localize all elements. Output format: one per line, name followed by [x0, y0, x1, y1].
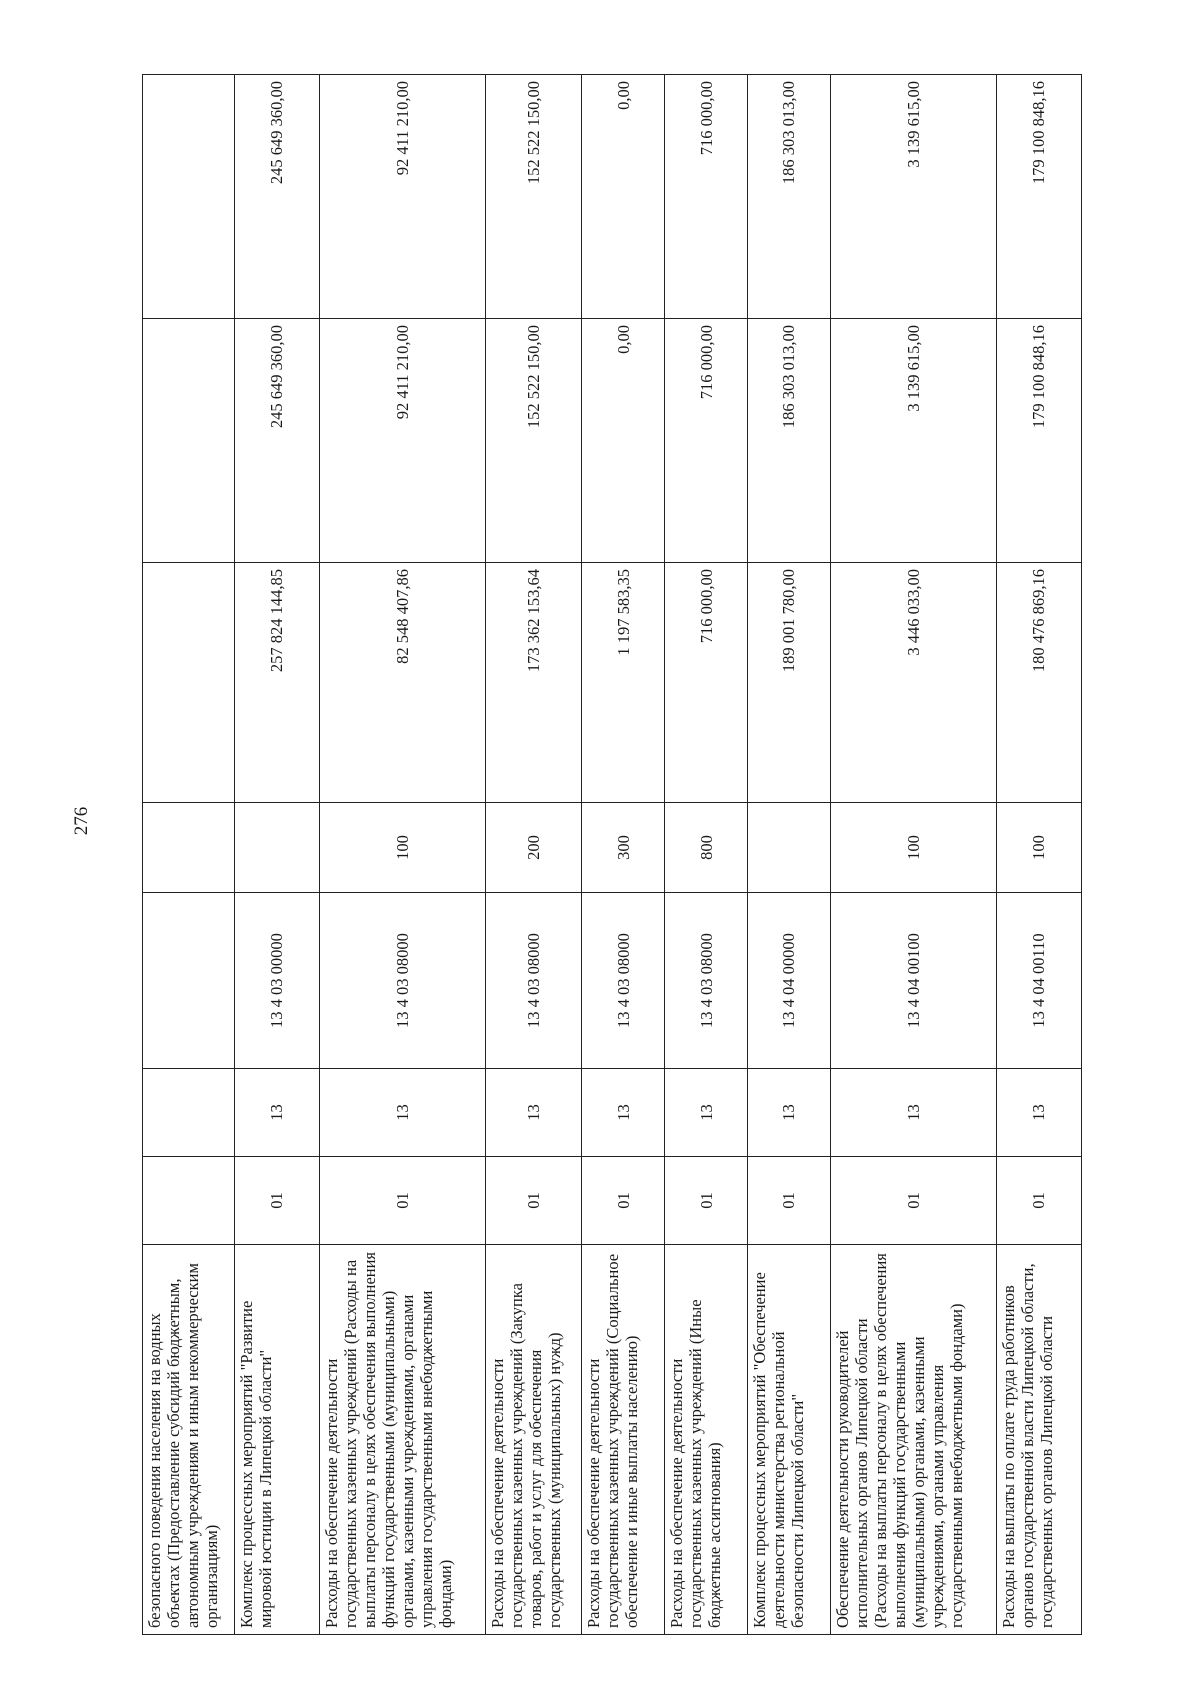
- table-cell-expense-type: 100: [996, 803, 1081, 893]
- table-cell-amount-2: 92 411 210,00: [320, 319, 486, 563]
- table-cell-section: [143, 1157, 235, 1245]
- table-cell-section: 01: [830, 1157, 996, 1245]
- table-cell-amount-2: 716 000,00: [665, 319, 748, 563]
- table-cell-subsection: 13: [320, 1069, 486, 1157]
- table-cell-expense-type: 800: [665, 803, 748, 893]
- table-cell-subsection: 13: [748, 1069, 831, 1157]
- table-cell-expense-type: [143, 803, 235, 893]
- table-cell-subsection: 13: [830, 1069, 996, 1157]
- table-cell-section: 01: [485, 1157, 581, 1245]
- table-cell-name: Комплекс процессных мероприятий "Обеспечение деятельности министерства региональной безопасности Липецкой области": [748, 1245, 831, 1635]
- table-cell-amount-3: 3 139 615,00: [830, 75, 996, 319]
- budget-table: [142, 74, 1082, 1635]
- table-cell-target-code: 13 4 03 08000: [665, 893, 748, 1069]
- table-cell-amount-2: 152 522 150,00: [485, 319, 581, 563]
- table-cell-name: Расходы на обеспечение деятельности государственных казенных учреждений (Расходы на выплаты персоналу в целях обеспечения выполнения функций государственными (муниципальными) органами, казенными учреждениями, органами управления государственными внебюджетными фондами): [320, 1245, 486, 1635]
- table-cell-amount-2: [143, 319, 235, 563]
- table-cell-target-code: 13 4 03 08000: [582, 893, 665, 1069]
- table-cell-name: безопасного поведения населения на водных объектах (Предоставление субсидий бюджетным, автономным учреждениям и иным некоммерческим организациям): [143, 1245, 235, 1635]
- table-cell-target-code: 13 4 03 00000: [234, 893, 319, 1069]
- table-cell-name: Расходы на обеспечение деятельности государственных казенных учреждений (Социальное обеспечение и иные выплаты населению): [582, 1245, 665, 1635]
- table-cell-amount-3: 186 303 013,00: [748, 75, 831, 319]
- table-cell-amount-2: 245 649 360,00: [234, 319, 319, 563]
- table-cell-target-code: 13 4 04 00100: [830, 893, 996, 1069]
- table-cell-amount-1: 716 000,00: [665, 563, 748, 803]
- table-row: [234, 75, 319, 1635]
- table-cell-amount-3: 245 649 360,00: [234, 75, 319, 319]
- table-row: [830, 75, 996, 1635]
- table-cell-amount-1: 180 476 869,16: [996, 563, 1081, 803]
- table-cell-section: 01: [996, 1157, 1081, 1245]
- table-row: [748, 75, 831, 1635]
- table-cell-amount-3: 92 411 210,00: [320, 75, 486, 319]
- table-cell-subsection: [143, 1069, 235, 1157]
- table-cell-name: Обеспечение деятельности руководителей исполнительных органов Липецкой области (Расходы на выплаты персоналу в целях обеспечения выполнения функций государственными (муниципальными) органами, казенными учреждениями, органами управления государственными внебюджетными фондами): [830, 1245, 996, 1635]
- table-cell-section: 01: [582, 1157, 665, 1245]
- table-cell-amount-1: 82 548 407,86: [320, 563, 486, 803]
- table-cell-amount-1: 3 446 033,00: [830, 563, 996, 803]
- table-cell-expense-type: 200: [485, 803, 581, 893]
- table-row: [485, 75, 581, 1635]
- table-row: [582, 75, 665, 1635]
- page-number: 276: [71, 806, 92, 836]
- table-cell-name: Расходы на обеспечение деятельности государственных казенных учреждений (Иные бюджетные ассигнования): [665, 1245, 748, 1635]
- table-cell-amount-2: 3 139 615,00: [830, 319, 996, 563]
- table-cell-name: Комплекс процессных мероприятий "Развитие мировой юстиции в Липецкой области": [234, 1245, 319, 1635]
- table-row: [143, 75, 235, 1635]
- table-cell-amount-1: 173 362 153,64: [485, 563, 581, 803]
- table-cell-amount-3: [143, 75, 235, 319]
- table-body: [143, 75, 1082, 1635]
- table-cell-amount-3: 716 000,00: [665, 75, 748, 319]
- table-cell-subsection: 13: [234, 1069, 319, 1157]
- table-cell-target-code: [143, 893, 235, 1069]
- table-cell-section: 01: [320, 1157, 486, 1245]
- table-cell-subsection: 13: [485, 1069, 581, 1157]
- table-cell-name: Расходы на выплаты по оплате труда работников органов государственной власти Липецкой области, государственных органов Липецкой области: [996, 1245, 1081, 1635]
- table-row: [320, 75, 486, 1635]
- table-cell-target-code: 13 4 04 00000: [748, 893, 831, 1069]
- table-cell-section: 01: [748, 1157, 831, 1245]
- table-cell-target-code: 13 4 03 08000: [485, 893, 581, 1069]
- table-cell-amount-2: 179 100 848,16: [996, 319, 1081, 563]
- table-cell-subsection: 13: [582, 1069, 665, 1157]
- table-cell-section: 01: [234, 1157, 319, 1245]
- table-cell-name: Расходы на обеспечение деятельности государственных казенных учреждений (Закупка товаров, работ и услуг для обеспечения государственных (муниципальных) нужд): [485, 1245, 581, 1635]
- table-cell-amount-1: 189 001 780,00: [748, 563, 831, 803]
- table-cell-section: 01: [665, 1157, 748, 1245]
- table-cell-target-code: 13 4 03 08000: [320, 893, 486, 1069]
- table-cell-subsection: 13: [665, 1069, 748, 1157]
- budget-table-container: [142, 75, 1082, 1635]
- table-row: [665, 75, 748, 1635]
- table-row: [996, 75, 1081, 1635]
- table-cell-expense-type: 100: [830, 803, 996, 893]
- table-cell-expense-type: 300: [582, 803, 665, 893]
- table-cell-amount-1: [143, 563, 235, 803]
- table-cell-amount-2: 0,00: [582, 319, 665, 563]
- table-cell-expense-type: 100: [320, 803, 486, 893]
- table-cell-amount-1: 257 824 144,85: [234, 563, 319, 803]
- table-cell-expense-type: [234, 803, 319, 893]
- table-cell-amount-3: 0,00: [582, 75, 665, 319]
- table-cell-subsection: 13: [996, 1069, 1081, 1157]
- table-cell-amount-2: 186 303 013,00: [748, 319, 831, 563]
- table-cell-expense-type: [748, 803, 831, 893]
- table-cell-target-code: 13 4 04 00110: [996, 893, 1081, 1069]
- table-cell-amount-1: 1 197 583,35: [582, 563, 665, 803]
- table-cell-amount-3: 179 100 848,16: [996, 75, 1081, 319]
- table-cell-amount-3: 152 522 150,00: [485, 75, 581, 319]
